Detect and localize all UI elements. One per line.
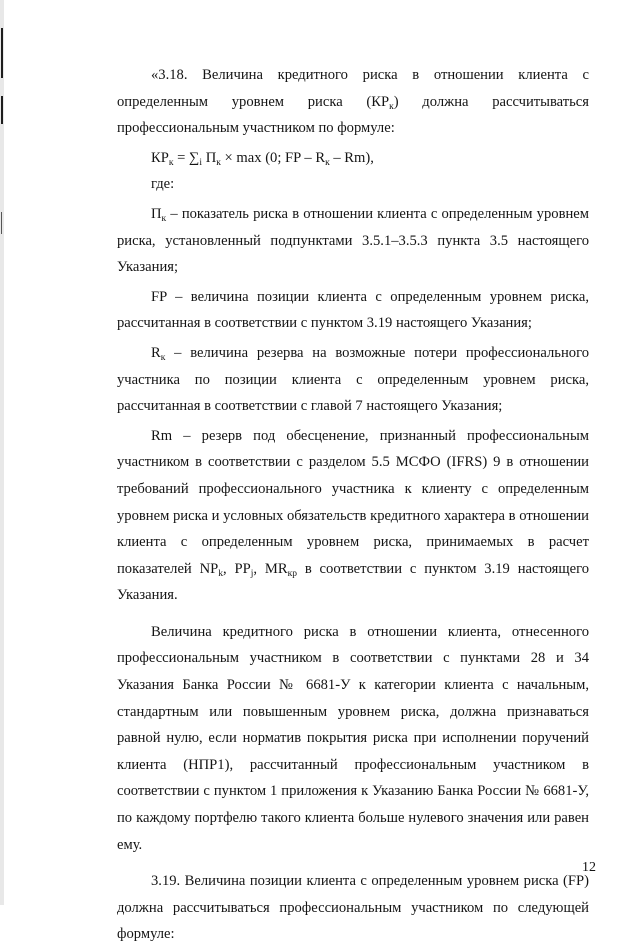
subscript: к xyxy=(216,157,221,168)
text-run: Rm – резерв под обесценение, признанный профессиональным участником в соответствии с разделом 5.5 МСФО (IFRS) 9 в отношении требований профессионального участника к клиенту с определенным уровнем риска и условных обязательств кредитного характера в отношении клиента с определенным уровнем риска, принимаемых в расчет показателей NP xyxy=(117,427,589,577)
text-run: R xyxy=(151,344,161,361)
text-run: где: xyxy=(151,176,175,193)
page-number: 12 xyxy=(582,860,596,875)
text-run: , MR xyxy=(253,560,288,577)
text-run: , PP xyxy=(223,560,251,577)
text-run: – Rm), xyxy=(329,149,374,166)
subscript: k xyxy=(218,568,223,579)
document-body xyxy=(117,62,589,951)
text-run: «3.18. Величина кредитного риска в отношении клиента с определенным уровнем риска (КР xyxy=(117,67,589,110)
text-run: в соответствии с пунктом 3.19 настоящего Указания. xyxy=(117,560,590,604)
text-run: × max (0; FP – R xyxy=(220,149,326,166)
formula-where-label xyxy=(117,171,589,198)
definition-rk xyxy=(117,340,589,420)
text-run: ) должна рассчитываться профессиональным участником по формуле: xyxy=(117,93,589,137)
definition-rm xyxy=(117,423,589,609)
text-run: П xyxy=(151,205,162,222)
subscript: i xyxy=(199,157,203,168)
text-run: = ∑ xyxy=(173,149,200,166)
paragraph-zero-risk xyxy=(117,619,589,858)
text-run: КР xyxy=(151,149,169,166)
text-run: – величина резерва на возможные потери профессионального участника по позиции клиента с определенным уровнем риска, рассчитанная в соответствии с главой 7 настоящего Указания; xyxy=(117,344,589,415)
scan-mark xyxy=(1,96,3,124)
subscript: к xyxy=(168,157,174,168)
scan-mark xyxy=(1,212,2,234)
paragraph-3-18 xyxy=(117,62,589,142)
text-run: Величина кредитного риска в отношении клиента, отнесенного профессиональным участником в соответствии с пунктами 28 и 34 Указания Банка России № 6681-У к категории клиента с начальным, стандартным или повышенным уровнем риска, должна признаваться равной нулю, если норматив покрытия риска при исполнении поручений клиента (НПР1), рассчитанный профессиональным участником в соответствии с пунктом 1 приложения к Указанию Банка России № 6681-У, по каждому портфелю такого клиента больше нулевого значения или равен ему. xyxy=(117,623,589,853)
subscript: к xyxy=(325,157,330,168)
paragraph-3-19 xyxy=(117,868,589,948)
text-run: 3.19. Величина позиции клиента с определенным уровнем риска (FP) должна рассчитываться профессиональным участником по следующей формуле: xyxy=(117,873,589,943)
subscript: кр xyxy=(287,568,297,579)
scan-mark xyxy=(1,28,3,78)
subscript: к xyxy=(161,213,167,224)
scan-edge xyxy=(0,0,4,905)
subscript: к xyxy=(389,101,394,112)
text-run: FP – величина позиции клиента с определенным уровнем риска, рассчитанная в соответствии с пунктом 3.19 настоящего Указания; xyxy=(117,288,589,332)
formula-kr xyxy=(117,145,589,172)
text-run: П xyxy=(202,149,217,166)
subscript: j xyxy=(250,568,254,579)
subscript: к xyxy=(160,352,166,363)
text-run: – показатель риска в отношении клиента с определенным уровнем риска, установленный подпунктами 3.5.1–3.5.3 пункта 3.5 настоящего Указания; xyxy=(117,205,589,276)
definition-pk xyxy=(117,201,589,281)
definition-fp xyxy=(117,284,589,337)
